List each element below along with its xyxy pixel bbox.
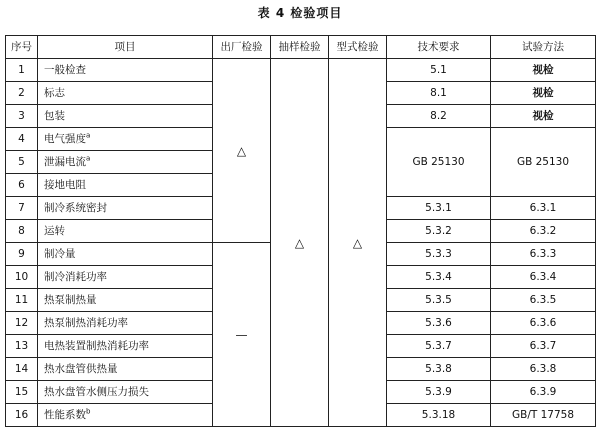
row-item: 接地电阻	[38, 174, 213, 197]
table-row	[6, 59, 596, 82]
row-requirement: 5.3.4	[387, 266, 491, 289]
row-method: 6.3.5	[491, 289, 596, 312]
inspection-items-table	[5, 35, 596, 427]
row-item: 制冷系统密封	[38, 197, 213, 220]
row-method: GB/T 17758	[491, 404, 596, 427]
row-item: 热水盘管供热量	[38, 358, 213, 381]
row-requirement: 5.1	[387, 59, 491, 82]
row-number: 10	[6, 266, 38, 289]
row-method: 6.3.8	[491, 358, 596, 381]
row-number: 12	[6, 312, 38, 335]
row-requirement: 5.3.2	[387, 220, 491, 243]
row-number: 3	[6, 105, 38, 128]
merged-requirement-gb: GB 25130	[387, 128, 491, 197]
row-number: 15	[6, 381, 38, 404]
row-method: 视检	[491, 82, 596, 105]
row-item: 制冷量	[38, 243, 213, 266]
footnote-marker: b	[86, 407, 91, 416]
factory-mark-upper: △	[213, 59, 271, 243]
row-requirement: 5.3.18	[387, 404, 491, 427]
row-number: 1	[6, 59, 38, 82]
header-type-test: 型式检验	[329, 36, 387, 59]
header-row	[6, 36, 596, 59]
header-sampling-inspection: 抽样检验	[271, 36, 329, 59]
row-requirement: 5.3.9	[387, 381, 491, 404]
row-item: 制冷消耗功率	[38, 266, 213, 289]
row-item: 热泵制热消耗功率	[38, 312, 213, 335]
row-item: 热泵制热量	[38, 289, 213, 312]
row-number: 8	[6, 220, 38, 243]
row-method: 6.3.7	[491, 335, 596, 358]
factory-mark-lower: —	[213, 243, 271, 427]
header-no: 序号	[6, 36, 38, 59]
row-method: 6.3.9	[491, 381, 596, 404]
row-number: 16	[6, 404, 38, 427]
row-number: 13	[6, 335, 38, 358]
header-factory-inspection: 出厂检验	[213, 36, 271, 59]
row-requirement: 5.3.8	[387, 358, 491, 381]
row-item: 一般检查	[38, 59, 213, 82]
row-item: 标志	[38, 82, 213, 105]
row-number: 14	[6, 358, 38, 381]
header-test-method: 试验方法	[491, 36, 596, 59]
merged-method-gb: GB 25130	[491, 128, 596, 197]
row-item: 泄漏电流$^a$	[38, 151, 213, 174]
row-number: 2	[6, 82, 38, 105]
type-test-mark: △	[329, 59, 387, 427]
row-number: 11	[6, 289, 38, 312]
row-requirement: 8.1	[387, 82, 491, 105]
row-requirement: 5.3.1	[387, 197, 491, 220]
footnote-marker: a	[86, 131, 91, 140]
row-requirement: 8.2	[387, 105, 491, 128]
table-caption: 表 4 检验项目	[257, 6, 343, 20]
row-method: 6.3.3	[491, 243, 596, 266]
row-number: 6	[6, 174, 38, 197]
row-method: 6.3.2	[491, 220, 596, 243]
row-item: 包装	[38, 105, 213, 128]
row-item: 电气强度$^a$	[38, 128, 213, 151]
row-requirement: 5.3.7	[387, 335, 491, 358]
row-number: 5	[6, 151, 38, 174]
row-method: 6.3.4	[491, 266, 596, 289]
row-number: 4	[6, 128, 38, 151]
row-requirement: 5.3.5	[387, 289, 491, 312]
row-number: 7	[6, 197, 38, 220]
row-method: 6.3.1	[491, 197, 596, 220]
row-item: 电热装置制热消耗功率	[38, 335, 213, 358]
sampling-mark: △	[271, 59, 329, 427]
row-number: 9	[6, 243, 38, 266]
header-item: 项目	[38, 36, 213, 59]
footnote-marker: a	[86, 154, 91, 163]
header-technical-requirement: 技术要求	[387, 36, 491, 59]
row-method: 6.3.6	[491, 312, 596, 335]
row-method: 视检	[491, 59, 596, 82]
row-item: 热水盘管水侧压力损失	[38, 381, 213, 404]
row-method: 视检	[491, 105, 596, 128]
row-item: 性能系数$^b$	[38, 404, 213, 427]
row-item: 运转	[38, 220, 213, 243]
row-requirement: 5.3.6	[387, 312, 491, 335]
row-requirement: 5.3.3	[387, 243, 491, 266]
